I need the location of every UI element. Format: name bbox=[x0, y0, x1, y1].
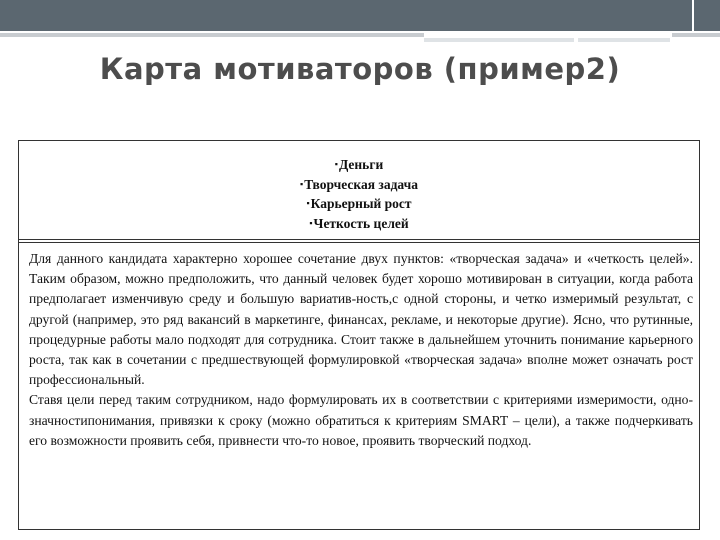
motivator-label: Творческая задача bbox=[304, 176, 418, 192]
motivator-item bbox=[19, 175, 699, 195]
motivator-label: Четкость целей bbox=[313, 215, 409, 231]
motivator-list bbox=[19, 155, 699, 233]
content-frame bbox=[18, 140, 700, 530]
motivator-label: Деньги bbox=[338, 157, 384, 172]
motivator-item bbox=[19, 194, 699, 214]
motivator-label: Карьерный рост bbox=[310, 196, 412, 211]
decor-stripe-2 bbox=[424, 38, 574, 42]
top-decor-bar bbox=[0, 0, 720, 31]
square-bullet-icon: ▪ bbox=[334, 159, 338, 169]
description-text bbox=[29, 249, 693, 451]
decor-stripe-1 bbox=[0, 33, 424, 37]
square-bullet-icon: ▪ bbox=[309, 217, 313, 228]
top-decor-corner-block bbox=[694, 0, 720, 31]
slide-title: Карта мотиваторов (пример2) bbox=[99, 52, 621, 86]
paragraph: Для данного кандидата характерно хорошее сочетание двух пунктов: «творческая задача» и «четкость целей». Таким образом, можно предположить, что данный человек будет хорошо мотивирован в ситуации, когда работа предполагает изменчивую среду и большую вариатив-ность,с одной стороны, и четко измеримый результат, с другой (например, это ряд вакансий в маркетинге, финансах, рекламе, и некоторые другие). Ясно, что рутинные, процедурные работы мало подходят для сотрудника. Стоит также в дальнейшем уточнить понимание карьерного роста, так как в сочетании с предшествующей формулировкой «творческая задача» вполне может означать рост профессиональный. bbox=[29, 251, 693, 388]
decor-stripe-3 bbox=[578, 38, 670, 42]
section-divider bbox=[18, 239, 700, 243]
square-bullet-icon: ▪ bbox=[300, 178, 304, 189]
motivator-item bbox=[19, 155, 699, 175]
top-decor-dark-band bbox=[0, 0, 692, 31]
paragraph: Ставя цели перед таким сотрудником, надо формулировать их в соответствии с критериями измеримости, одно-значностипонимания, привязки к сроку (можно обратиться к критериям SMART – цели), а также подчеркивать его возможности проявить себя, привнести что-то новое, проявить творческий подход. bbox=[29, 392, 693, 448]
decor-stripe-4 bbox=[672, 33, 720, 37]
motivator-item bbox=[19, 214, 699, 234]
square-bullet-icon: ▪ bbox=[306, 198, 310, 208]
